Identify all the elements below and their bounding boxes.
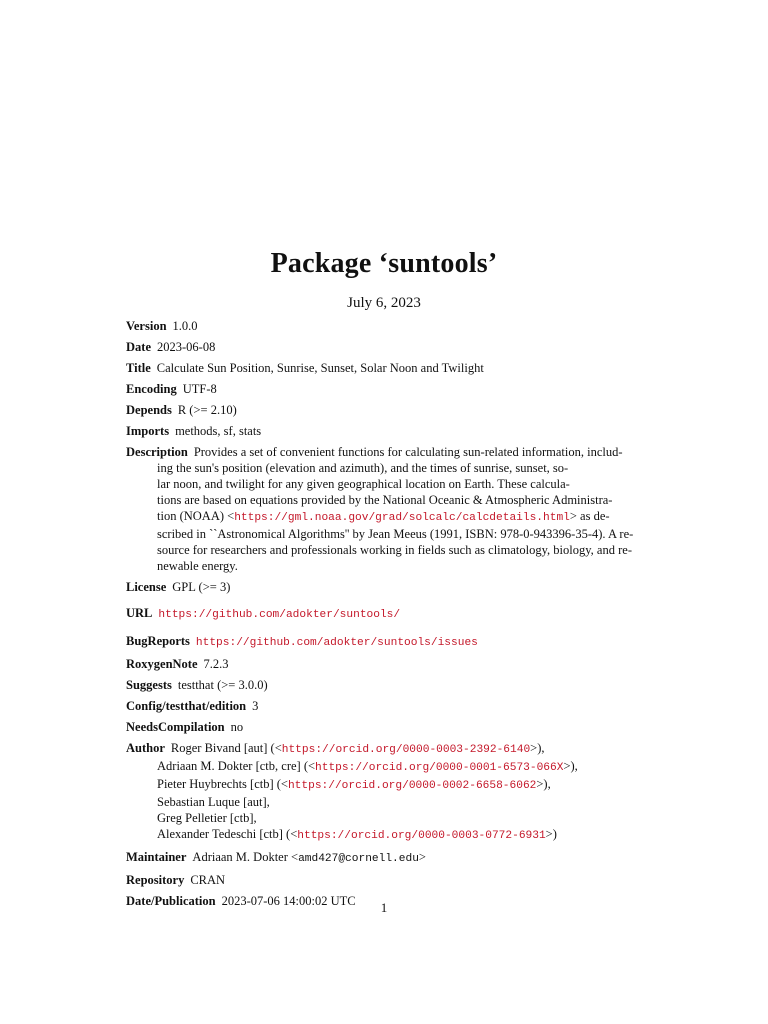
description-line: ing the sun's position (elevation and azimuth), and the times of sunrise, sunset, so- <box>157 461 569 475</box>
field-key: URL <box>126 606 153 620</box>
bugreports-link[interactable]: https://github.com/adokter/suntools/issues <box>195 637 478 649</box>
description-line: lar noon, and twilight for any given geographical location on Earth. These calcula- <box>157 477 570 491</box>
description-line: tions are based on equations provided by the National Oceanic & Atmospheric Administra- <box>157 493 613 507</box>
field-maintainer: Maintainer Adriaan M. Dokter <amd427@cornell.edu> <box>126 850 426 865</box>
field-key: Encoding <box>126 382 177 396</box>
field-value: CRAN <box>190 873 226 887</box>
author-line: Pieter Huybrechts [ctb] (<https://orcid.org/0000-0002-6658-6062>), <box>157 777 551 792</box>
page-title: Package ‘suntools’ <box>270 248 498 279</box>
field-imports <box>126 423 646 439</box>
field-value: R (>= 2.10) <box>177 403 237 417</box>
field-key: License <box>126 580 167 594</box>
field-roxygennote <box>126 656 646 672</box>
doc-date: July 6, 2023 <box>347 295 421 311</box>
field-list <box>126 318 646 909</box>
field-url <box>126 605 646 623</box>
field-key: NeedsCompilation <box>126 720 225 734</box>
field-key: Maintainer <box>126 850 187 864</box>
noaa-link[interactable]: https://gml.noaa.gov/grad/solcalc/calcdetails.html <box>234 512 570 524</box>
description-line: source for researchers and professionals working in fields such as climatology, biology, and re- <box>157 543 632 557</box>
field-value: 3 <box>252 699 259 713</box>
description-text: > as de- <box>569 509 610 523</box>
field-value: 2023-06-08 <box>157 340 216 354</box>
field-key: Description <box>126 445 188 459</box>
field-license <box>126 579 646 595</box>
field-value: UTF-8 <box>182 382 217 396</box>
field-key: Suggests <box>126 678 172 692</box>
field-value: no <box>230 720 244 734</box>
author-line: Greg Pelletier [ctb], <box>157 811 257 825</box>
description-line <box>126 508 646 526</box>
author-line: Alexander Tedeschi [ctb] (<https://orcid.org/0000-0003-0772-6931>) <box>157 827 557 842</box>
field-date <box>126 339 646 355</box>
field-value: testthat (>= 3.0.0) <box>177 678 268 692</box>
orcid-link[interactable]: https://orcid.org/0000-0001-6573-066X <box>315 762 564 774</box>
maintainer-email: amd427@cornell.edu <box>298 853 419 865</box>
author-line: Author Roger Bivand [aut] (<https://orcid.org/0000-0003-2392-6140>), <box>126 741 545 756</box>
description-text: tion (NOAA) < <box>157 509 235 523</box>
field-key: Author <box>126 741 165 755</box>
page-number: 1 <box>380 900 388 915</box>
author-line: Sebastian Luque [aut], <box>157 795 270 809</box>
description-line: scribed in ``Astronomical Algorithms'' by Jean Meeus (1991, ISBN: 978-0-943396-35-4). A re- <box>157 527 634 541</box>
field-needscompilation <box>126 719 646 735</box>
field-value: 1.0.0 <box>172 319 198 333</box>
url-link[interactable]: https://github.com/adokter/suntools/ <box>158 609 401 621</box>
description-line: Provides a set of convenient functions for calculating sun-related information, includ- <box>193 445 623 459</box>
field-suggests <box>126 677 646 693</box>
field-version <box>126 318 646 334</box>
field-value: methods, sf, stats <box>175 424 262 438</box>
field-key: Repository <box>126 873 185 887</box>
field-key: RoxygenNote <box>126 657 198 671</box>
field-depends <box>126 402 646 418</box>
field-key: Config/testthat/edition <box>126 699 247 713</box>
orcid-link[interactable]: https://orcid.org/0000-0003-0772-6931 <box>297 830 546 842</box>
field-value: 7.2.3 <box>203 657 229 671</box>
field-key: Date/Publication <box>126 894 216 908</box>
field-key: Date <box>126 340 151 354</box>
field-key: Version <box>126 319 167 333</box>
field-bugreports <box>126 633 646 651</box>
field-key: Title <box>126 361 151 375</box>
field-description <box>126 444 646 574</box>
field-key: Imports <box>126 424 170 438</box>
field-title <box>126 360 646 376</box>
field-config <box>126 698 646 714</box>
field-repository <box>126 872 646 888</box>
field-value: Calculate Sun Position, Sunrise, Sunset, Solar Noon and Twilight <box>156 361 484 375</box>
orcid-link[interactable]: https://orcid.org/0000-0002-6658-6062 <box>287 780 537 792</box>
field-value: GPL (>= 3) <box>172 580 231 594</box>
orcid-link[interactable]: https://orcid.org/0000-0003-2392-6140 <box>281 744 531 756</box>
field-key: BugReports <box>126 634 190 648</box>
description-line: newable energy. <box>157 559 238 573</box>
field-key: Depends <box>126 403 172 417</box>
field-encoding <box>126 381 646 397</box>
field-author <box>126 740 646 844</box>
author-line: Adriaan M. Dokter [ctb, cre] (<https://orcid.org/0000-0001-6573-066X>), <box>157 759 578 774</box>
field-value: 2023-07-06 14:00:02 UTC <box>221 894 356 908</box>
field-value: Adriaan M. Dokter < <box>192 850 299 864</box>
